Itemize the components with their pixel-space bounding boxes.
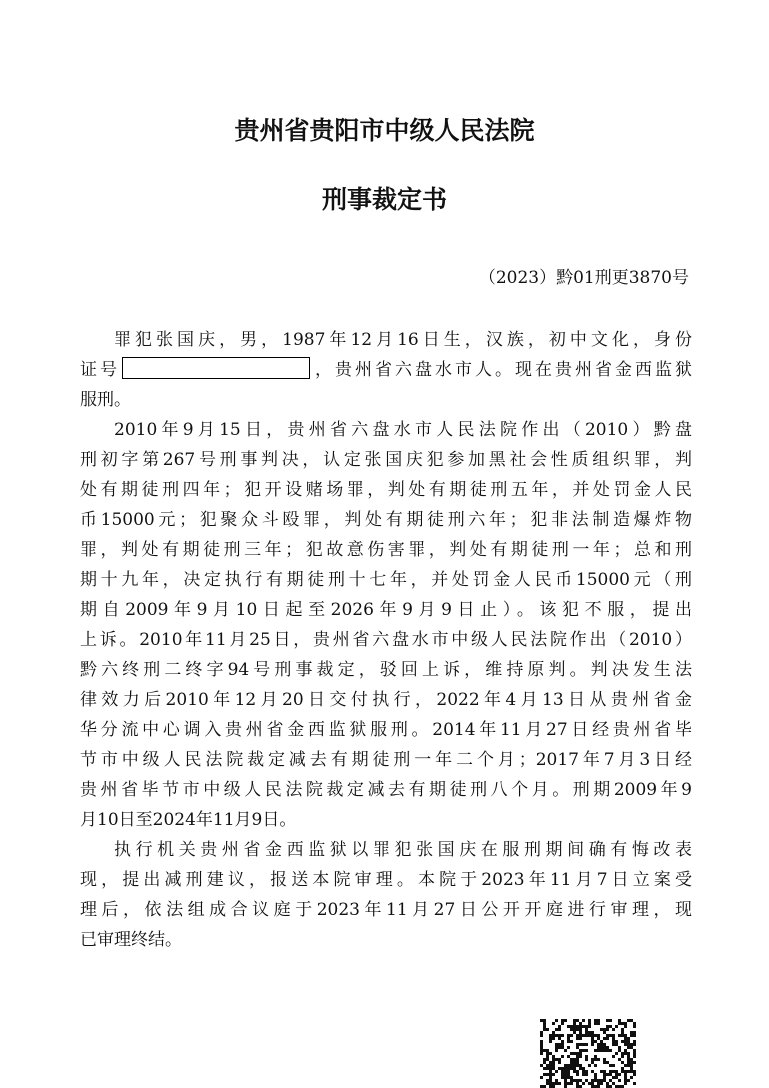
text-line: 罪，判处有期徒刑三年；犯故意伤害罪，判处有期徒刑一年；总和刑 [80, 540, 692, 560]
document-body [80, 325, 692, 955]
text-line: 上诉。2010年11月25日，贵州省六盘水市中级人民法院作出（2010） [80, 630, 692, 650]
text-line: 罪犯张国庆，男，1987年12月16日生，汉族，初中文化，身份 [114, 330, 692, 350]
text-line: 节市中级人民法院裁定减去有期徒刑一年二个月；2017年7月3日经 [80, 750, 692, 770]
text-line: 期自2009年9月10日起至2026年9月9日止）。该犯不服，提出 [80, 600, 692, 620]
redacted-id-box [122, 357, 310, 379]
document-type: 刑事裁定书 [321, 185, 447, 214]
text-line: 期十九年，决定执行有期徒刑十七年，并处罚金人民币15000元（刑 [80, 570, 692, 590]
text-line: 理后，依法组成合议庭于2023年11月27日公开开庭进行审理，现 [80, 900, 692, 920]
text-line: 现，提出减刑建议，报送本院审理。本院于2023年11月7日立案受 [80, 870, 692, 890]
case-number: （2023）黔01刑更3870号 [478, 268, 689, 288]
text-line: 已审理终结。 [80, 930, 182, 950]
text-span: ，贵州省六盘水市人。现在贵州省金西监狱 [312, 360, 692, 380]
text-span: 证号 [80, 360, 120, 380]
qr-barcode-image [540, 1019, 636, 1088]
court-name: 贵州省贵阳市中级人民法院 [234, 116, 535, 145]
text-line: 币15000元；犯聚众斗殴罪，判处有期徒刑六年；犯非法制造爆炸物 [80, 510, 692, 530]
text-line: 贵州省毕节市中级人民法院裁定减去有期徒刑八个月。刑期2009年9 [80, 780, 692, 800]
text-line: 刑初字第267号刑事判决，认定张国庆犯参加黑社会性质组织罪，判 [80, 450, 692, 470]
text-line: 华分流中心调入贵州省金西监狱服刑。2014年11月27日经贵州省毕 [80, 720, 692, 740]
text-line: 服刑。 [80, 390, 131, 410]
text-line: 2010年9月15日，贵州省六盘水市人民法院作出（2010）黔盘 [114, 420, 692, 440]
text-line: 律效力后2010年12月20日交付执行，2022年4月13日从贵州省金 [80, 690, 692, 710]
text-line: 黔六终刑二终字94号刑事裁定，驳回上诉，维持原判。判决发生法 [80, 660, 692, 680]
text-line: 处有期徒刑四年；犯开设赌场罪，判处有期徒刑五年，并处罚金人民 [80, 480, 692, 500]
text-line: 执行机关贵州省金西监狱以罪犯张国庆在服刑期间确有悔改表 [114, 840, 692, 860]
text-line: 月10日至2024年11月9日。 [80, 810, 297, 830]
text-line [80, 355, 692, 385]
